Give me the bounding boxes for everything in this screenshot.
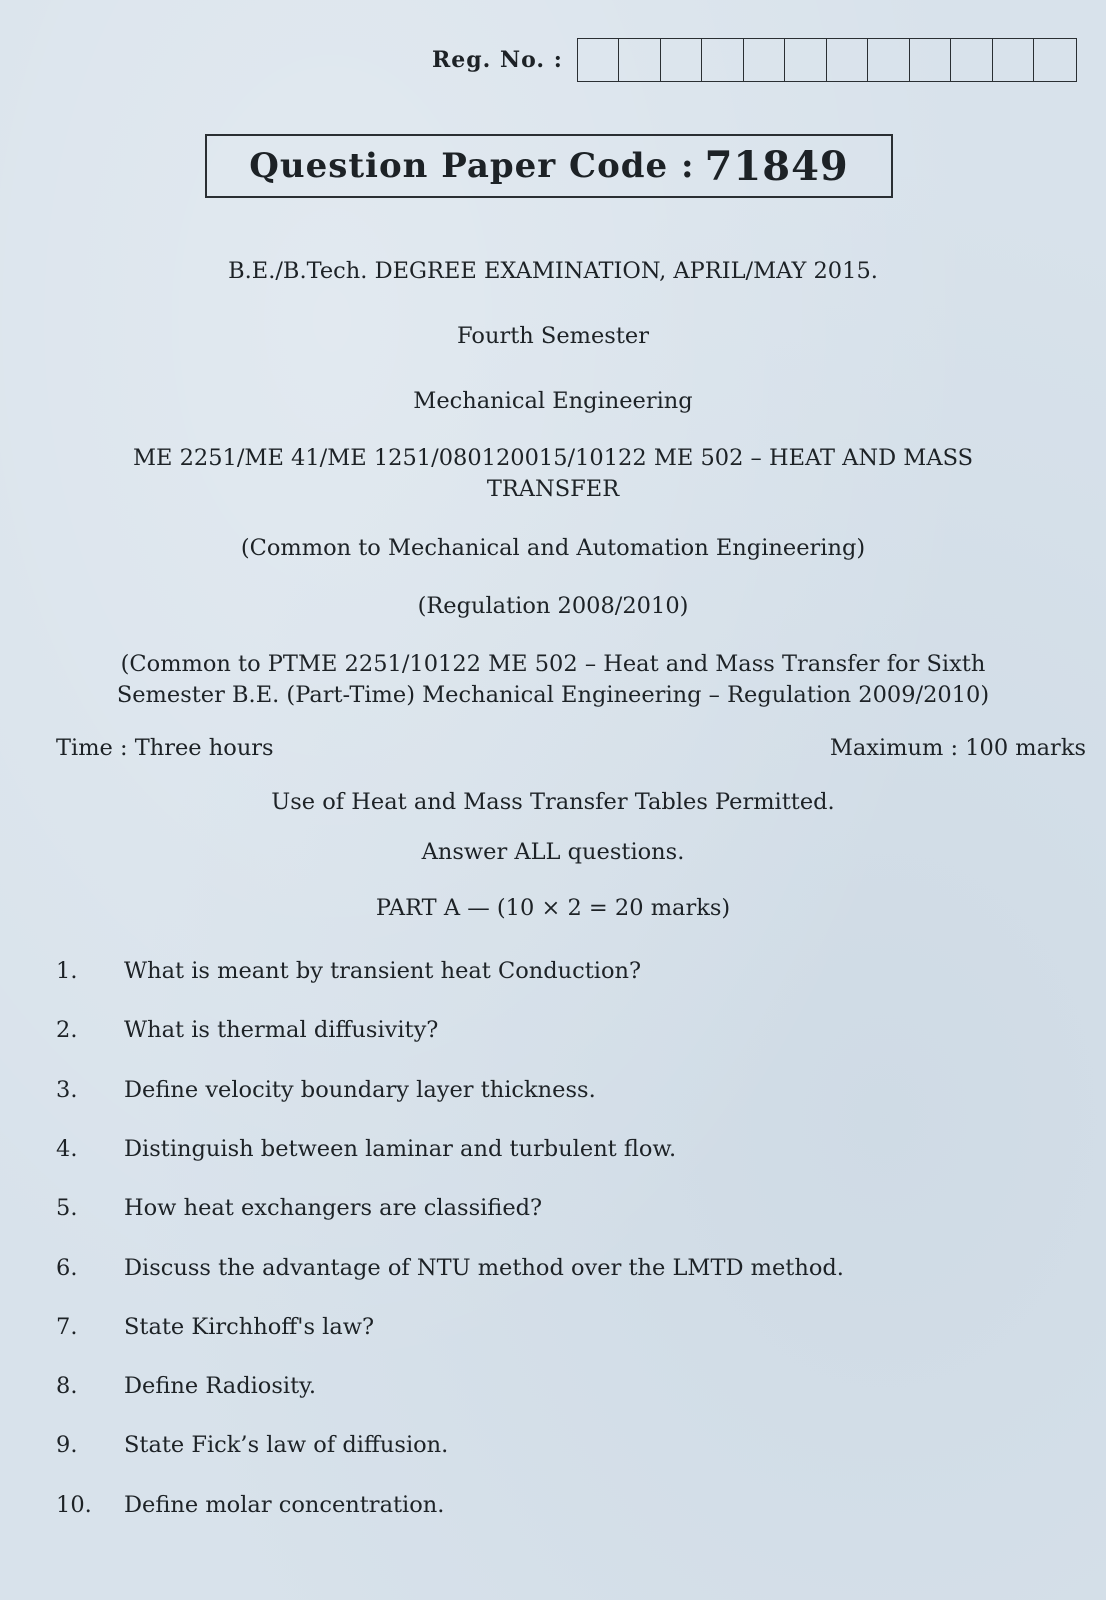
qp-code-number: 71849 xyxy=(704,142,849,190)
question-text: State Fick’s law of diffusion. xyxy=(124,1432,449,1459)
question-number: 10. xyxy=(56,1491,92,1518)
question-number: 6. xyxy=(56,1254,78,1281)
time-allowed: Time : Three hours xyxy=(56,735,274,761)
reg-no-digit-box[interactable] xyxy=(661,39,703,81)
part-a-heading: PART A — (10 × 2 = 20 marks) xyxy=(375,895,731,921)
question-number: 5. xyxy=(56,1195,78,1222)
question-item xyxy=(56,1314,374,1340)
question-item xyxy=(56,1077,596,1103)
reg-no-digit-box[interactable] xyxy=(578,39,620,81)
question-text: How heat exchangers are classified? xyxy=(124,1195,543,1222)
parttime-note-line1: (Common to PTME 2251/10122 ME 502 – Heat and Mass Transfer for Sixth xyxy=(120,651,986,677)
question-item xyxy=(56,1017,438,1043)
reg-no-digit-box[interactable] xyxy=(785,39,827,81)
reg-no-digit-box[interactable] xyxy=(1034,39,1076,81)
semester: Fourth Semester xyxy=(457,323,649,349)
question-number: 3. xyxy=(56,1076,78,1103)
regulation: (Regulation 2008/2010) xyxy=(417,593,689,619)
reg-no-digit-box[interactable] xyxy=(910,39,952,81)
question-number: 1. xyxy=(56,958,78,984)
exam-title: B.E./B.Tech. DEGREE EXAMINATION, APRIL/MAY 2015. xyxy=(228,258,878,284)
question-paper-code-box xyxy=(205,134,893,198)
time-marks-row xyxy=(56,735,1086,761)
reg-no-digit-box[interactable] xyxy=(868,39,910,81)
course-title-line2: TRANSFER xyxy=(486,476,620,502)
reg-no-section xyxy=(432,38,1077,82)
question-text: Define molar concentration. xyxy=(124,1491,445,1518)
reg-no-boxes xyxy=(577,38,1077,82)
reg-no-digit-box[interactable] xyxy=(827,39,869,81)
question-number: 2. xyxy=(56,1017,78,1044)
question-number: 9. xyxy=(56,1432,78,1459)
qp-code-label: Question Paper Code : xyxy=(249,146,695,186)
question-text: Discuss the advantage of NTU method over the LMTD method. xyxy=(124,1254,844,1281)
reg-no-digit-box[interactable] xyxy=(702,39,744,81)
reg-no-digit-box[interactable] xyxy=(744,39,786,81)
tables-note: Use of Heat and Mass Transfer Tables Permitted. xyxy=(271,789,835,815)
question-number: 8. xyxy=(56,1373,78,1400)
reg-no-digit-box[interactable] xyxy=(993,39,1035,81)
question-item xyxy=(56,958,641,984)
question-text: State Kirchhoff's law? xyxy=(124,1313,375,1340)
question-item xyxy=(56,1136,676,1162)
question-text: Define velocity boundary layer thickness. xyxy=(124,1076,596,1103)
reg-no-label: Reg. No. : xyxy=(432,47,563,73)
common-note: (Common to Mechanical and Automation Engineering) xyxy=(240,535,866,561)
question-text: Distinguish between laminar and turbulent flow. xyxy=(124,1135,677,1162)
question-item xyxy=(56,1255,844,1281)
question-text: What is thermal diffusivity? xyxy=(124,1017,439,1044)
reg-no-digit-box[interactable] xyxy=(619,39,661,81)
question-item xyxy=(56,1195,542,1221)
maximum-marks: Maximum : 100 marks xyxy=(829,735,1086,761)
question-text: Define Radiosity. xyxy=(124,1373,316,1400)
course-title-line1: ME 2251/ME 41/ME 1251/080120015/10122 ME 502 – HEAT AND MASS xyxy=(132,445,974,471)
reg-no-digit-box[interactable] xyxy=(951,39,993,81)
branch: Mechanical Engineering xyxy=(413,388,693,414)
question-item xyxy=(56,1373,316,1399)
question-text: What is meant by transient heat Conduction? xyxy=(124,958,642,984)
question-item xyxy=(56,1492,444,1518)
question-item xyxy=(56,1432,448,1458)
question-number: 4. xyxy=(56,1135,78,1162)
question-number: 7. xyxy=(56,1313,78,1340)
instruction: Answer ALL questions. xyxy=(421,839,685,865)
parttime-note-line2: Semester B.E. (Part-Time) Mechanical Engineering – Regulation 2009/2010) xyxy=(116,682,990,708)
